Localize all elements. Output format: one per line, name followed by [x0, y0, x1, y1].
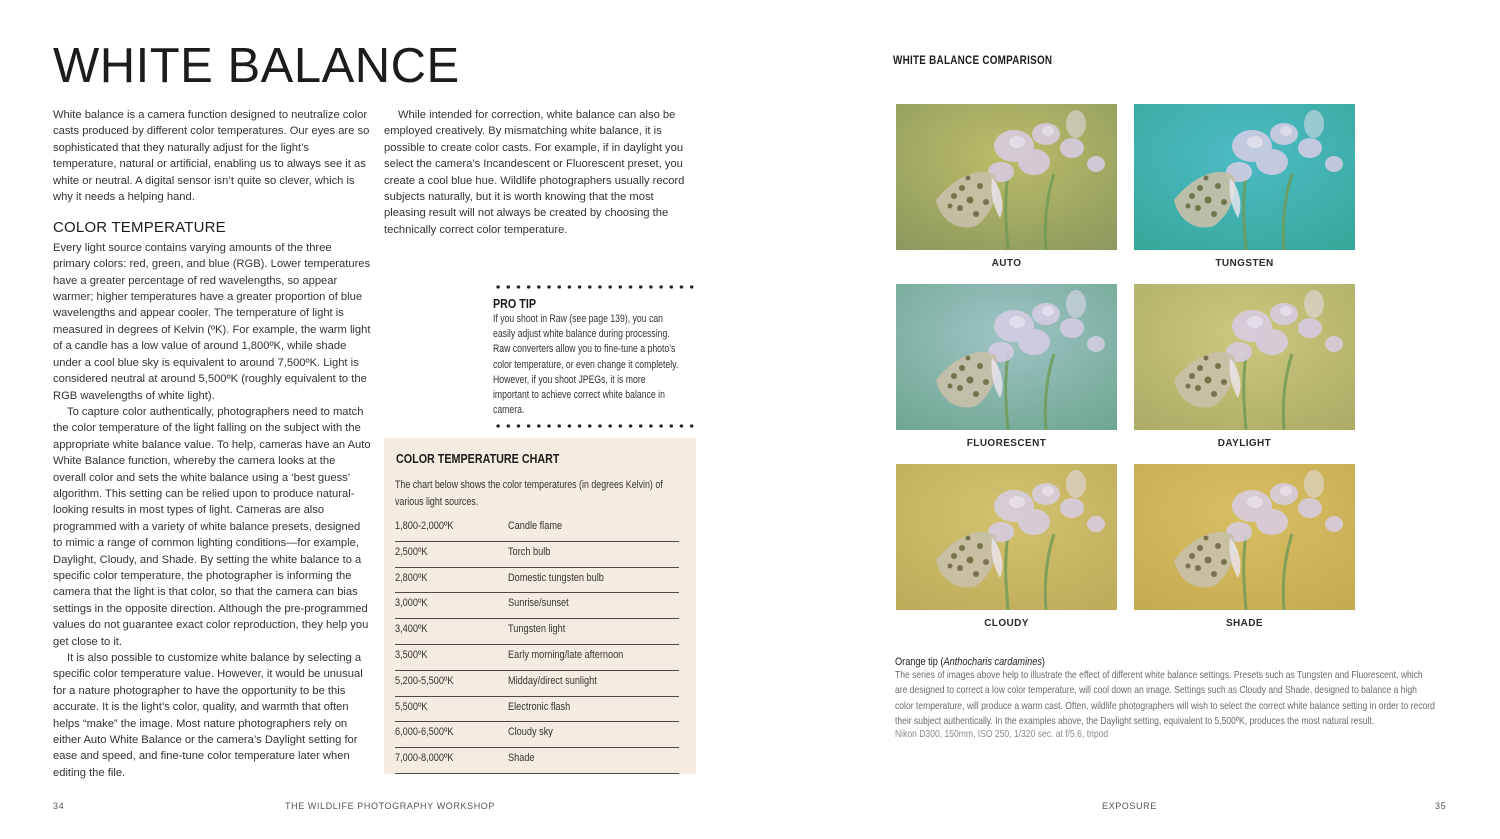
pro-tip-heading: PRO TIP	[493, 297, 537, 311]
intro-paragraph: White balance is a camera function designed to neutralize color casts produced by different color temperatures. Our eyes are so sophisticated that they naturally adjust for the light’s temperature, natural or artificial, enabling us to always see it as white or neutral. A digital sensor isn’t quite so clever, which is why it needs a helping hand.	[53, 109, 370, 204]
chart-temperature: 7,000-8,000ºK	[395, 752, 454, 765]
chart-intro: The chart below shows the color temperatures (in degrees Kelvin) of various light sources.	[395, 479, 663, 508]
butterfly-photo	[1134, 284, 1355, 430]
caption-camera-settings: Nikon D300, 150mm, ISO 250, 1/320 sec. at f/5.6, tripod	[895, 729, 1109, 741]
chart-temperature: 2,500ºK	[395, 545, 428, 558]
body-paragraph-1: Every light source contains varying amounts of the three primary colors: red, green, and blue (RGB). Lower temperatures have a greater percentage of red wavelengths, so appear warmer; higher temperatures have a greater proportion of blue wavelengths and appear cooler. The temperature of light is measured in degrees of Kelvin (ºK). For example, the warm light of a candle has a low value of around 1,800ºK, while shade under a cool blue sky is equivalent to around 7,500ºK. Light is considered neutral at around 5,500ºK (roughly equivalent to the RGB wavelengths of white light).	[53, 241, 371, 402]
chart-temperature: 3,000ºK	[395, 597, 428, 610]
chart-row	[395, 619, 679, 645]
footer-book-title: THE WILDLIFE PHOTOGRAPHY WORKSHOP	[285, 801, 495, 811]
pro-tip-box	[493, 285, 698, 428]
butterfly-photo	[896, 104, 1117, 250]
color-temperature-chart	[384, 438, 696, 774]
dotted-divider-top	[493, 285, 698, 289]
chart-row	[395, 645, 679, 671]
chart-light-source: Torch bulb	[508, 545, 551, 558]
page-title: WHITE BALANCE	[53, 39, 460, 93]
chart-row	[395, 568, 679, 594]
chart-temperature: 1,800-2,000ºK	[395, 520, 454, 532]
butterfly-photo	[1134, 104, 1355, 250]
photo-label: TUNGSTEN	[1215, 258, 1274, 269]
pro-tip-text: If you shoot in Raw (see page 139), you can easily adjust white balance during processing. Raw converters allow you to fine-tune a photo’s color temperature, or even change it completely. However, if you shoot JPEGs, it is more important to achieve correct white balance in camera.	[493, 313, 679, 417]
body-paragraph-3: It is also possible to customize white balance by selecting a specific color temperature value. However, it would be unusual for a nature photographer to have the opportunity to be this accurate. It is the light’s color, quality, and warmth that often helps “make” the image. Most nature photographers rely on either Auto White Balance or the camera’s Daylight setting for ease and speed, and fine-tune color temperature later when editing the file.	[53, 652, 363, 779]
footer-section: EXPOSURE	[1102, 801, 1157, 811]
chart-light-source: Midday/direct sunlight	[508, 674, 597, 687]
left-column	[53, 107, 371, 781]
chart-row	[395, 722, 679, 748]
dotted-divider-bottom	[493, 424, 698, 428]
chart-row	[395, 697, 679, 723]
body-paragraph-2: To capture color authentically, photographers need to match the color temperature of the light falling on the subject with the appropriate white balance value. To help, cameras have an Auto White Balance function, whereby the camera looks at the overall color and sets the white balance using a ‘best guess’ algorithm. This setting can be relied upon to produce natural-looking results in most types of light. Cameras are also programmed with a variety of white balance presets, designed to mimic a range of common lighting conditions—for example, Daylight, Cloudy, and Shade. By setting the white balance to a specific color temperature, the photographer is informing the camera that the light is that color, so that the camera can bias settings in the opposite direction. Although the pre-programmed values do not guarantee exact color reproduction, they help you get close to it.	[53, 405, 371, 648]
butterfly-photo	[896, 284, 1117, 430]
chart-row	[395, 748, 679, 774]
chart-temperature: 2,800ºK	[395, 571, 428, 584]
chart-light-source: Sunrise/sunset	[508, 597, 569, 610]
chart-light-source: Cloudy sky	[508, 726, 553, 739]
comparison-heading: WHITE BALANCE COMPARISON	[893, 55, 1053, 67]
photo-label: SHADE	[1225, 618, 1263, 629]
chart-temperature: 5,200-5,500ºK	[395, 674, 454, 687]
chart-row	[395, 671, 679, 697]
caption-species: Anthocharis cardamines	[943, 656, 1042, 668]
butterfly-photo	[896, 464, 1117, 610]
chart-light-source: Early morning/late afternoon	[508, 648, 624, 661]
body-paragraph-4: While intended for correction, white balance can also be employed creatively. By mismatching white balance, it is possible to create color casts. For example, if in daylight you select the camera’s Incandescent or Fluorescent preset, you create a cool blue hue. Wildlife photographers usually record subjects naturally, but it is worth knowing that the most pleasing result will not always be created by choosing the technically correct color temperature.	[384, 109, 685, 236]
chart-temperature: 6,000-6,500ºK	[395, 726, 454, 739]
chart-row	[395, 542, 679, 568]
chart-temperature: 5,500ºK	[395, 700, 428, 713]
photo-label: DAYLIGHT	[1217, 438, 1272, 449]
photo-label: AUTO	[991, 258, 1022, 269]
chart-row	[395, 593, 679, 619]
photo-caption	[895, 656, 1435, 740]
photo-label: CLOUDY	[984, 618, 1029, 629]
chart-heading: COLOR TEMPERATURE CHART	[396, 452, 560, 466]
caption-text: The series of images above help to illustrate the effect of different white balance settings. Presets such as Tungsten and Fluorescent, which are designed to correct a low color temperature, will cool down an image. Settings such as Cloudy and Shade, designed to balance a high color temperature, will produce a warm cast. Often, wildlife photographers will wish to select the correct white balance setting in order to record their subject authentically. In the examples above, the Daylight setting, equivalent to 5,500ºK, produces the most natural result.	[895, 670, 1435, 727]
footer-page-number-left: 34	[53, 801, 65, 811]
chart-light-source: Tungsten light	[508, 623, 566, 636]
chart-light-source: Domestic tungsten bulb	[508, 571, 604, 584]
chart-light-source: Candle flame	[508, 520, 563, 532]
photo-label: FLUORESCENT	[966, 438, 1047, 449]
chart-temperature: 3,500ºK	[395, 648, 428, 661]
caption-title-suffix: )	[1041, 656, 1045, 668]
chart-temperature: 3,400ºK	[395, 623, 428, 636]
butterfly-photo	[1134, 464, 1355, 610]
chart-row	[395, 516, 679, 542]
footer-page-number-right: 35	[1435, 801, 1447, 811]
chart-table	[395, 516, 679, 774]
caption-title-prefix: Orange tip (	[895, 656, 944, 668]
caption-title	[895, 656, 1354, 668]
color-temperature-subheading: COLOR TEMPERATURE	[53, 219, 226, 237]
chart-light-source: Shade	[508, 752, 535, 765]
chart-light-source: Electronic flash	[508, 700, 571, 713]
middle-column	[384, 107, 696, 238]
